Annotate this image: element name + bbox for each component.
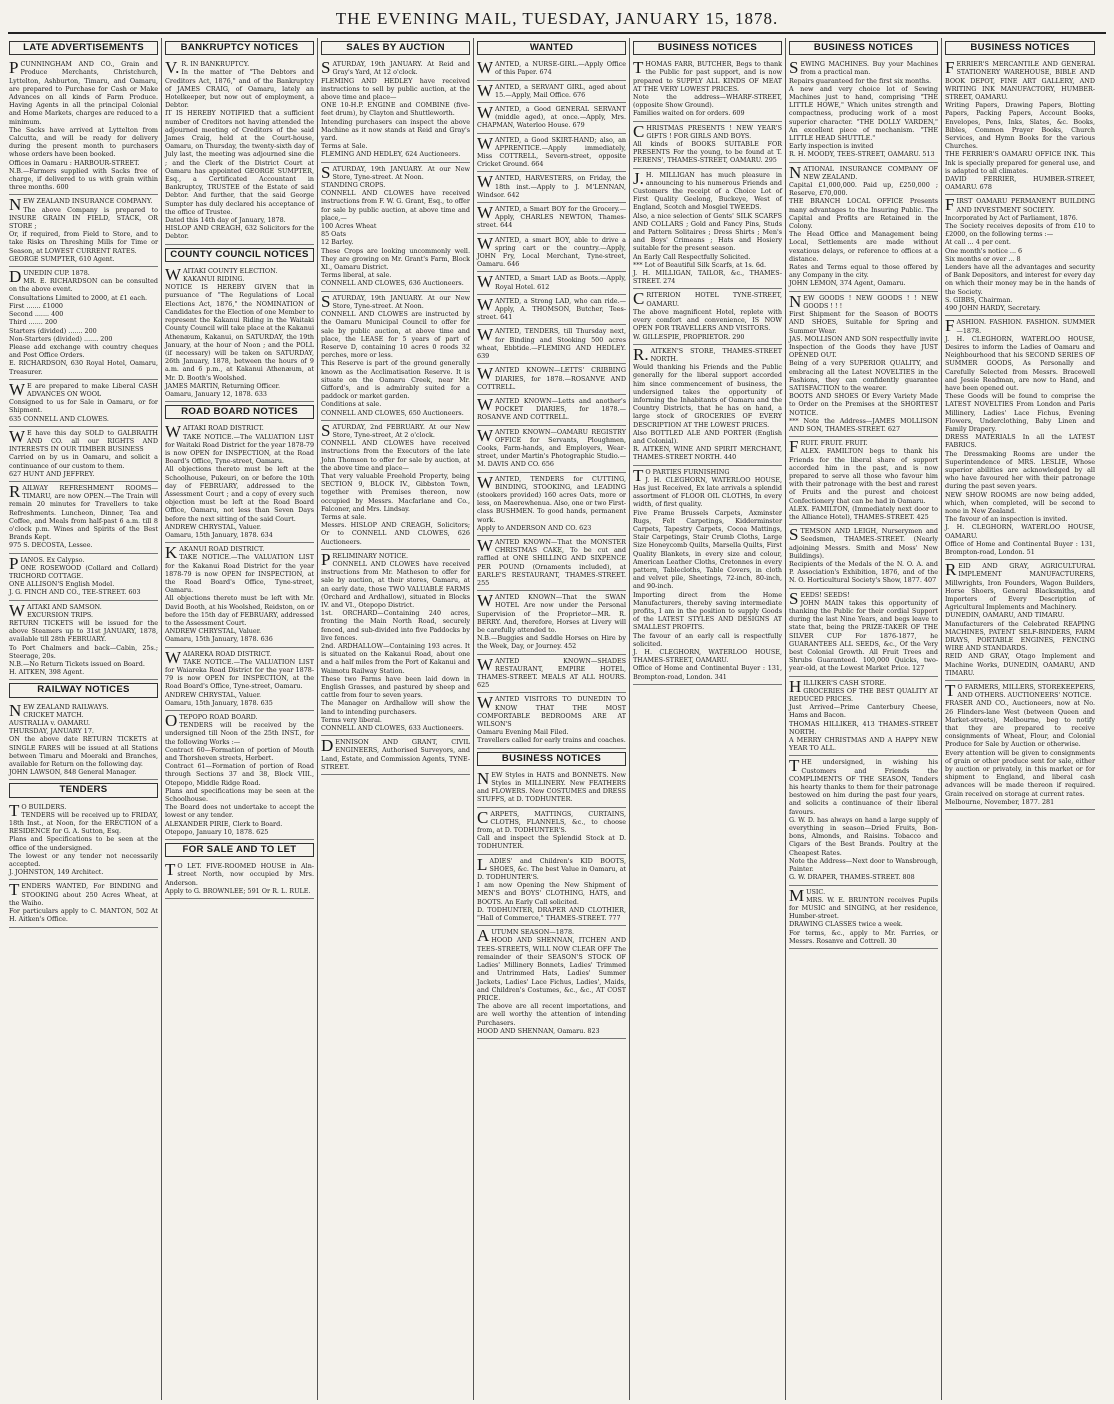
advertisement-text: PRELIMINARY NOTICE. CONNELL AND CLOWES have received instructions from Mr. Matheson to offer for sale by auction, at their stores, Oamaru, at an early date, those TWO VALUABLE FARMS (Orchard and Ardhallow), situated in Blocks IV. and VI., Otepopo District. 1st. ORCHARD—Containing 240 acres, fronting the Main North Road, securely fenced, and sub-divided into five Paddocks by live fences. 2nd. ARDHALLOW—Containing 193 acres. It is situated on the Kakanui Road, about one and a half miles from the Port of Kakanui and Waimotu Railway Station. These two Farms have been laid down in English Grasses, and pastured by sheep and cattle from four to seven years. The Manager on Ardhallow will show the land to intending purchasers. Terms very liberal. CONNELL AND CLOWES, 633 Auctioneers. (321, 549, 470, 733)
column-4 (474, 38, 630, 1400)
advertisement-text: WANTED, a Good GENERAL SERVANT (middle aged), at once.—Apply, Mrs. CHAPMAN, Waterloo House. 679 (477, 103, 626, 130)
advertisement (165, 543, 314, 647)
advertisement-text: WANTED, a Smart BOY for the Grocery.—Apply, CHARLES NEWTON, Thames-street. 644 (477, 203, 626, 230)
advertisement-text: CHRISTMAS PRESENTS ! NEW YEAR'S GIFTS ! FOR GIRLS AND BOYS. All kinds of BOOKS SUITABLE FOR PRESENTS For the young, to be found at T. FERENS', THAMES-STREET, OAMARU. 295 (633, 121, 782, 165)
advertisement (477, 172, 626, 203)
advertisement-text: WANTED KNOWN—LETTS' CRIBBING DIARIES, for 1878.—ROSANVE AND COTTRELL. (477, 364, 626, 391)
advertisement (789, 886, 938, 949)
advertisement (165, 711, 314, 840)
advertisement (477, 325, 626, 364)
advertisement (477, 395, 626, 426)
advertisement-text: AUTUMN SEASON—1878. HOOD AND SHENNAN, ITCHEN AND TEES-STREETS, WILL NOW CLEAR OFF The remainder of their SEASON'S STOCK OF Ladies' Millinery Bonnets, Ladies' Trimmed and Untrimmed Hats, Ladies' Summer Jackets, Ladies' Lace Fichus, Ladies', Maids, and Children's Costumes, &c., &c., AT COST PRICE. The above are all recent importations, and are well worthy the attention of intending Purchasers. HOOD AND SHENNAN, Oamaru. 823 (477, 926, 626, 1035)
advertisement (477, 81, 626, 103)
advertisement (477, 536, 626, 591)
advertisement-text: V.R. IN BANKRUPTCY. In the matter of "The Debtors and Creditors Act, 1876," and of the Bankruptcy of JAMES CRAIG, of Oamaru, lately an Hotelkeeper, but now out of employment, a Debtor. IT IS HEREBY NOTIFIED that a sufficient number of Creditors not having attended the adjourned meeting of Creditors of the said James Craig, held at the Court-house, Oamaru, on Thursday, the twenty-sixth day of July last, the meeting was adjourned sine die ; and the Clerk of the District Court at Oamaru has appointed GEORGE SUMPTER, Esq., a Certificated Accountant in Bankruptcy, TRUSTEE of the Estate of said Debtor. And further, that the said George Sumpter has duly declared his acceptance of the office of Trustee. Dated this 14th day of January, 1878. HISLOP AND CREAGH, 632 Solicitors for the Debtor. (165, 58, 314, 241)
advertisement (789, 437, 938, 525)
advertisement (789, 163, 938, 292)
advertisement-text: TO BUILDERS. TENDERS will be received up to FRIDAY, 18th Inst., at Noon, for the ERECTION of a RESIDENCE for G. A. Sutton, Esq. Plans and Specifications to be seen at the office of the undersigned. The lowest or any tender not necessarily accepted. J. JOHNSTON, 149 Architect. (9, 800, 158, 877)
section-heading: BUSINESS NOTICES (477, 752, 626, 766)
advertisement-text: NEW GOODS ! NEW GOODS ! ! NEW GOODS ! ! ! First Shipment for the Season of BOOTS AND SHOES, Suitable for Spring and Summer Wear. JAS. MOLLISON AND SON respectfully invite Inspection of the Goods they have JUST OPENED OUT. Being of a very SUPERIOR QUALITY, and embracing all the Latest NOVELTIES in the Fashions, they can confidently guarantee SATISFACTION to the wearer. BOOTS AND SHOES Of Every Variety Made to Order on the Premises at the SHORTEST NOTICE. *** Note the Address—JAMES MOLLISON AND SON, THAMES-STREET. 627 (789, 291, 938, 433)
advertisement-text: WANTED, a SERVANT GIRL, aged about 15.—Apply, Mail Office. 676 (477, 80, 626, 100)
advertisement-text: WAIAREKA ROAD DISTRICT. TAKE NOTICE.—The VALUATION LIST for Waiareka Road District for the year 1878-79 is now OPEN for INSPECTION, at the Road Board's Office, Tyne-street, Oamaru. ANDREW CHRYSTAL, Valuer. Oamaru, 15th January, 1878. 635 (165, 647, 314, 707)
advertisement-text: SATURDAY, 2nd FEBRUARY. At our New Store, Tyne-street, At 2 o'clock. CONNELL AND CLOWES have received instructions from the Executors of the late John Thomson to offer for sale by auction, at the above time and place— That very valuable Freehold Property, being SECTION 9, BLOCK IV., Gibbston Town, together with Premises thereon, now occupied by Messrs. Macfarlane and Co., Falconer, and Mrs. Lindsay. Terms at sale. Messrs. HISLOP AND CREAGH, Solicitors; Or to CONNELL AND CLOWES, 626 Auctioneers. (321, 420, 470, 546)
advertisement-text: TO PARTIES FURNISHING J. H. CLEGHORN, WATERLOO HOUSE, Has just Received, Ex late arrivals a splendid assortment of FLOOR OIL CLOTHS, In every width, of first quality. Five Frame Brussels Carpets, Axminster Rugs, Felt Carpetings, Kidderminster Carpets, Tapestry Carpets, Cocoa Mattings, Stair Carpetings, Stair Crumb Cloths, Large Size Honeycomb Quilts, Marsella Quilts, First Quality Blankets, in every size and colour, American Leather Cloths, Cretonnes in every pattern, Tablecloths, Table Covers, in cloth and velvet pile, Sheetings, 72-inch, 80-inch, and 90-inch. Importing direct from the Home Manufacturers, thereby saving intermediate profits, I am in the position to supply Goods of the LATEST STYLES AND DESIGNS AT SMALLEST PROFITS. The favour of an early call is respectfully solicited. J. H. CLEGHORN, WATERLOO HOUSE, THAMES-STREET, OAMARU. Office of Home and Continental Buyer : 131, Brompton-road, London. 341 (633, 465, 782, 681)
advertisement (477, 655, 626, 694)
section-heading: BUSINESS NOTICES (789, 41, 938, 55)
section-heading: BANKRUPTCY NOTICES (165, 41, 314, 55)
advertisement (945, 560, 1095, 681)
advertisement (477, 134, 626, 173)
advertisement-text: WANTED KNOWN—SHADES RESTAURANT, EMPIRE HOTEL, THAMES-STREET. MEALS AT ALL HOURS. 625 (477, 654, 626, 690)
advertisement (9, 880, 158, 927)
column-7 (942, 38, 1098, 1400)
advertisement (9, 482, 158, 554)
advertisement (633, 122, 782, 169)
section-heading: BUSINESS NOTICES (633, 41, 782, 55)
advertisement-text: FERRIER'S MERCANTILE AND GENERAL STATIONERY WAREHOUSE, BIBLE AND BOOK DEPOT, FINE ART GALLERY, AND WRITING INK MANUFACTORY, HUMBER-STREET, OAMARU. Writing Papers, Drawing Papers, Blotting Papers, Packing Papers, Account Books, Envelopes, Pens, Inks, Slates, &c. Books, Bibles, Common Prayer Books, Church Services, and Hymn Books for the various Churches. THE FERRIER'S OAMARU OFFICE INK. This Ink is specially prepared for general use, and is adapted to all climates. DAVID FERRIER, HUMBER-STREET, OAMARU. 678 (945, 58, 1095, 192)
advertisement (477, 693, 626, 748)
column-3 (318, 38, 474, 1400)
advertisement-text: FIRST OAMARU PERMANENT BUILDING AND INVESTMENT SOCIETY. Incorporated by Act of Parliament, 1876. The Society receives deposits of from £10 to £2000, on the following terms :— At call ... 4 per cent. One month's notice ... 6 Six months or over ... 8 Lenders have all the advantages and security of Bank Depositors, and interest for every day on which their money may be in the hands of the Society. S. GIBBS, Chairman. 490 JOHN HARDY, Secretary. (945, 195, 1095, 313)
advertisement-text: CARPETS, MATTINGS, CURTAINS, CLOTHS, FLANNELS, &c., to choose from, at D. TODHUNTER'S. Call and inspect the Splendid Stock at D. TODHUNTER. (477, 807, 626, 851)
advertisement-text: PCUNNINGHAM AND CO., Grain and Produce Merchants, Christchurch, Lyttelton, Ashburton, Timaru, and Oamaru, are prepared to Purchase for Cash or Make Advances on all kinds of Farm Produce. Having Agents in all the principal Colonial and Home Markets, charges are reduced to a minimum. The Sacks have arrived at Lyttelton from Calcutta, and will be ready for delivery during the present month to purchasers whose orders have been booked. Offices in Oamaru : HARBOUR-STREET. N.B.—Farmers supplied with Sacks free of charge, if delivered to us with grain within three months. 600 (9, 58, 158, 192)
advertisement-text: WANTED, TENDERS, till Thursday next, for Binding and Stooking 500 acres wheat, Ebbtide.—FLEMING AND HEDLEY. 639 (477, 325, 626, 361)
advertisement (477, 103, 626, 134)
advertisement-text: WANTED KNOWN—That the SWAN HOTEL Are now under the Personal Supervision of the Proprietor—MR. R. BERRY. And, therefore, Horses at Livery will be carefully attended to. N.B.—Buggies and Saddle Horses on Hire by the Week, Day, or Journey. 452 (477, 591, 626, 651)
advertisement-text: TENDERS WANTED, For BINDING and STOOKING about 250 Acres Wheat, at the Waiho. For particulars apply to C. MANTON, 502 At H. Aitken's Office. (9, 880, 158, 924)
advertisement (945, 681, 1095, 810)
section-heading: COUNTY COUNCIL NOTICES (165, 248, 314, 262)
advertisement (477, 426, 626, 473)
advertisement-text: WANTED KNOWN—OAMARU REGISTRY OFFICE for Servants, Ploughmen, Cooks, Farm-hands, and Employers, Wear-street, under Martin's Photographic Studio.—M. DAVIS AND CO. 656 (477, 425, 626, 469)
advertisement-text: SEWING MACHINES. Buy your Machines from a practical man. Repairs guaranteed for the first six months. A new and very choice lot of Sewing Machines just to hand, comprising "THE LITTLE HOWE," Which unites strength and compactness, producing work of a most superior character. "THE DOLLY VARDEN," An excellent piece of mechanism. "THE LITTLE HEAD SHUTTLE." Early inspection is invited R. H. MOODY, TEES-STREET, OAMARU. 513 (789, 58, 938, 159)
advertisement-text: SATURDAY, 19th JANUARY. At our New Store, Tyne-street. At Noon. CONNELL AND CLOWES are instructed by the Oamaru Municipal Council to offer for sale by public auction, at above time and place, the LEASE for 5 years of part of Reserve D, containing 10 acres 0 roods 32 perches, more or less. This Reserve is part of the ground generally known as the Acclimatisation Reserve. It is situate on the Oamaru Creek, near Mr. Gifford's, and is admirably suited for a paddock or market garden. Conditions at sale. CONNELL AND CLOWES, 650 Auctioneers. (321, 291, 470, 417)
advertisement-text: WANTED, a smart BOY, able to drive a spring cart or the country.—Apply, JOHN Fry, Local Merchant, Tyne-street, Oamaru. 646 (477, 233, 626, 269)
advertisement-text: WANTED, TENDERS for CUTTING, BINDING, STOOKING, and LEADING (stookers provided) 160 acres Oats, more or less, on Maerewhenua. Also, one or two First-class BUSHMEN. To good hands, permanent work. Apply to ANDERSON AND CO. 623 (477, 472, 626, 532)
advertisement-text: J.H. MILLIGAN has much pleasure in announcing to his numerous Friends and Customers the receipt of a Choice Lot of First Quality Geelong, Buckeye, West of England, Scotch and Mosgiel TWEEDS. Also, a nice selection of Gents' SILK SCARFS AND COLLARS ; Gold and Fancy Pins, Studs and Pattern Solitaires ; Dress Shirts ; Men's and Boys' Crimeans ; Hats and Hosiery suitable for the present season. An Early Call Respectfully Solicited. *** Lot of Beautiful Silk Scarfs, at 1s. 6d. J. H. MILLIGAN, TAILOR, &c., THAMES-STREET. 274 (633, 168, 782, 286)
advertisement-text: HILLIKER'S CASH STORE. GROCERIES OF THE BEST QUALITY AT REDUCED PRICES. Just Arrived—Prime Canterbury Cheese, Hams and Bacon. THOMAS HILLIKER, 413 THAMES-STREET NORTH. A MERRY CHRISTMAS AND A HAPPY NEW YEAR TO ALL. (789, 676, 938, 753)
advertisement (477, 272, 626, 294)
advertisement-text: NEW ZEALAND INSURANCE COMPANY. The above Company is prepared to INSURE GRAIN IN FIELD, STACK, OR STORE ; Or, if required, from Field to Store, and to take Risks on Threshing Mills for Time or Season, at LOWEST CURRENT RATES. GEORGE SUMPTER, 610 Agent. (9, 195, 158, 263)
advertisement-text: WANTED, a NURSE-GIRL.—Apply Office of this Paper. 674 (477, 58, 626, 78)
advertisement (9, 801, 158, 881)
advertisement-text: WE have this day SOLD to GALBRAITH AND CO. all our RIGHTS AND INTERESTS IN OUR TIMBER BUSINESS Carried on by us in Oamaru, and solicit a continuance of our custom to them. 627 HUNT AND JEFFREY. (9, 426, 158, 478)
advertisement (477, 58, 626, 80)
advertisement (477, 295, 626, 326)
advertisement-text: DENNISON AND GRANT, CIVIL ENGINEERS, Authorised Surveyors, and Land, Estate, and Commission Agents, TYNE-STREET. (321, 736, 470, 771)
advertisement-text: THOMAS FARR, BUTCHER, Begs to thank the Public for past support, and is now prepared to SUPPLY ALL KINDS OF MEAT AT THE VERY LOWEST PRICES. Note the address—WHARF-STREET, (opposite Show Ground). Families waited on for orders. 609 (633, 58, 782, 118)
advertisement-text: DUNEDIN CUP. 1878. MR. E. RICHARDSON can be consulted on the above event. Consultations Limited to 2000, at £1 each. First ....... £1000 Second ....... 400 Third ....... 200 Starters (divided) ....... 200 Non-Starters (divided) ....... 200 Please add exchange with country cheques and Post Office Orders. E. RICHARDSON, 630 Royal Hotel, Oamaru, Treasurer. (9, 267, 158, 376)
advertisement-text: WANTED, a Strong LAD, who can ride.—Apply, A. THOMSON, Butcher, Tees-street. 641 (477, 294, 626, 322)
advertisement-text: STEMSON AND LEIGH, Nurserymen and Seedsmen, THAMES-STREET. (Nearly adjoining Messrs. Smith and Moss' New Buildings). Recipients of the Medals of the N. O. A. and P. Association's Exhibition, 1876, and of the N. O. Horticultural Society's Show, 1877. 407 (789, 525, 938, 585)
advertisement-text: RAILWAY REFRESHMENT ROOMS—TIMARU, are now OPEN.—The Train will remain 20 minutes for Travellers to take Refreshments. Luncheon, Dinner, Tea and Coffee, and Meals from half-past 6 a.m. till 8 o'clock p.m. Wines and Spirits of the Best Brands Kept. 975 S. DECOSTA, Lessee. (9, 481, 158, 550)
advertisement (9, 554, 158, 601)
section-heading: ROAD BOARD NOTICES (165, 405, 314, 419)
section-heading: SALES BY AUCTION (321, 41, 470, 55)
advertisement (321, 736, 470, 775)
advertisement (633, 466, 782, 685)
column-1 (6, 38, 162, 1400)
advertisement (321, 163, 470, 292)
columns (6, 38, 1108, 1400)
advertisement (789, 677, 938, 757)
advertisement-text: REID AND GRAY, AGRICULTURAL IMPLEMENT MANUFACTURERS, Millwrights, Iron Founders, Wagon Builders, Horse Shoers, General Blacksmiths, and Importers of Every Description of Agricultural Implements and Machinery. DUNEDIN, OAMARU, AND TIMARU. Manufacturers of the Celebrated REAPING MACHINES, PATENT SELF-BINDERS, FARM DRAYS, PORTABLE ENGINES, FENCING WIRE AND STANDARDS. REID AND GRAY, Otago Implement and Machine Works, DUNEDIN, OAMARU, AND TIMARU. (945, 560, 1095, 677)
advertisement-text: NEW ZEALAND RAILWAYS. CRICKET MATCH. AUSTRALIA v. OAMARU. THURSDAY, JANUARY 17. ON the above date RETURN TICKETS at SINGLE FARES will be issued at all Stations between Timaru and Moeraki and Branches, available for Return on the following day. JOHN LAWSON, 848 General Manager. (9, 700, 158, 777)
advertisement (9, 195, 158, 267)
advertisement (321, 58, 470, 162)
advertisement-text: NEW Styles in HATS and BONNETS. New Styles in MILLINERY. New FEATHERS and FLOWERS. New COSTUMES and DRESS STUFFS, at D. TODHUNTER. (477, 768, 626, 804)
advertisement (9, 701, 158, 781)
advertisement (945, 195, 1095, 316)
advertisement (165, 58, 314, 244)
advertisement-text: TO FARMERS, MILLERS, STOREKEEPERS, AND OTHERS. AUCTIONEERS' NOTICE. FRASER AND CO., Auctioneers, now at No. 26 Flinders-lane West (between Queen and Market-streets), Melbourne, beg to notify that they are prepared to receive consignments of Wheat, Flour, and Colonial Produce for Sale by Auction or otherwise. Every attention will be given to consignments of grain or other produce sent for sale, either by auction or privately, in this market or for shipment to England, and liberal cash advances will be made thereon if required. Grain received on storage at current rates. Melbourne, November, 1877. 281 (945, 681, 1095, 806)
advertisement (165, 265, 314, 402)
advertisement-text: WANTED, a Smart LAD as Boots.—Apply, Royal Hotel. 612 (477, 272, 626, 292)
advertisement (477, 769, 626, 808)
advertisement (633, 345, 782, 466)
advertisement-text: WANTED KNOWN—Letts and another's POCKET DIARIES, for 1878.—ROSANVE AND COTTRELL. (477, 394, 626, 422)
column-5 (630, 38, 786, 1400)
section-heading: TENDERS (9, 783, 158, 797)
advertisement (633, 58, 782, 121)
advertisement (633, 289, 782, 344)
advertisement-text: FASHION. FASHION. FASHION. SUMMER—1878. J. H. CLEGHORN, WATERLOO HOUSE, Desires to inform the Ladies of Oamaru and Neighbourhood that his SECOND SERIES OF SUMMER GOODS, As Personally and Carefully Selected from Messrs. Bracewell and Jessie Readman, are now to Hand, and have been opened out. These Goods will be found to comprise the LATEST NOVELTIES From London and Paris Millinery, Ladies' Lace Fichus, Evening Flowers, Underclothing, Baby Linen and Family Drapery. DRESS MATERIALS In all the LATEST FABRICS. The Dressmaking Rooms are under the Superintendence of MRS. LESLIE, Whose superior abilities are acknowledged by all who have favoured her with their patronage during the past seven years. NEW SHOW ROOMS are now being added, which, when completed, will be second to none in New Zealand. The favour of an inspection is invited. J. H. CLEGHORN, WATERLOO HOUSE, OAMARU. Office of Home and Continental Buyer : 131, Brompton-road, London. 51 (945, 316, 1095, 556)
advertisement (633, 169, 782, 290)
advertisement-text: SATURDAY, 19th JANUARY. At Reid and Gray's Yard, At 12 o'clock. FLEMING AND HEDLEY have received instructions to sell by public auction, at the above time and place— ONE 10-H.P. ENGINE and COMBINE (five-feet drum), by Clayton and Shuttleworth. Intending purchasers can inspect the above Machine as it now stands at Reid and Gray's yard. Terms at Sale. FLEMING AND HEDLEY, 624 Auctioneers. (321, 58, 470, 159)
advertisement (945, 316, 1095, 560)
advertisement (9, 267, 158, 380)
advertisement (477, 203, 626, 234)
advertisement-text: WANTED, a Good SKIRT-HAND; also, an APPRENTICE.—Apply immediately, Miss COTTRELL, Severn-street, opposite Cricket Ground. 664 (477, 133, 626, 169)
advertisement (9, 601, 158, 681)
advertisement-text: OTEPOPO ROAD BOARD. TENDERS will be received by the undersigned till Noon of the 25th INST., for the following Works :— Contract 60—Formation of portion of Mouth and Thorsheven streets, Herbert. Contract 61—Formation of portion of Road through Sections 37 and 38, Block VIII., Otepopo, Middle Ridge Road. Plans and specifications may be seen at the Schoolhouse. The Board does not undertake to accept the lowest or any tender. ALEXANDER PIRIE, Clerk to Board. Otepopo, January 10, 1878. 625 (165, 711, 314, 836)
advertisement (321, 550, 470, 736)
advertisement-text: NATIONAL INSURANCE COMPANY OF NEW ZEALAND. Capital £1,000,000. Paid up, £250,000 ; Reserve, £70,000. THE BRANCH LOCAL OFFICE Presents many advantages to the Insuring Public. The Capital and Profits are Retained in the Colony. The Head Office and Management being Local, Settlements are made without vexatious delays, or reference to offices at a distance. Rates and Terms equal to those offered by any Company in the city. JOHN LEMON, 374 Agent, Oamaru. (789, 162, 938, 288)
advertisement-text: WANTED VISITORS TO DUNEDIN TO KNOW THAT THE MOST COMFORTABLE BEDROOMS ARE AT WILSON'S Oamaru Evening Mail Filed. Travellers called for early trains and coaches. (477, 693, 626, 745)
advertisement-text: R.AITKEN'S STORE, THAMES-STREET NORTH. Would thanking his Friends and the Public generally for the liberal support accorded him since commencement of business, the undersigned takes the opportunity of informing the Inhabitants of Oamaru and the Country Districts, that he has on hand, a large stock of GROCERIES OF EVERY DESCRIPTION AT THE LOWEST PRICES. Also BOTTLED ALE AND PORTER (English and Colonial). R. AITKEN, WINE AND SPIRIT MERCHANT, THAMES-STREET NORTH. 440 (633, 344, 782, 462)
advertisement-text: KAKANUI ROAD DISTRICT. TAKE NOTICE.—The VALUATION LIST for the Kakanui Road District for the year 1878-79 is now OPEN for INSPECTION, at the Road Board's Office, Tyne-street, Oamaru. All objections thereto must be left with Mr. David Booth, at his Woolshed, Reidston, on or before the 15th day of FEBRUARY, addressed to the Assessment Court. ANDREW CHRYSTAL, Valuer. Oamaru, 15th January, 1878. 636 (165, 543, 314, 644)
advertisement-text: THE undersigned, in wishing his Customers and Friends the COMPLIMENTS OF THE SEASON, Tenders his hearty thanks to them for their patronage bestowed on him during the past four years, and solicits a continuance of their liberal favours. G. W. D. has always on hand a large supply of everything in season—Dried Fruits, Bon-bons, Almonds, and Raisins. Tobacco and Cigars of the Best Brands. Poultry at the Cheapest Rates. Note the Address—Next door to Wansbrough, Painter. G. W. DRAPER, THAMES-STREET. 808 (789, 756, 938, 882)
advertisement-text: SATURDAY, 19th JANUARY. At our New Store, Tyne-street. At Noon. STANDING CROPS. CONNELL AND CLOWES have received instructions from F. W. G. Grant, Esq., to offer for sale by public auction, at above time and place,— 100 Acres Wheat 85 Oats 12 Barley. These Crops are looking uncommonly well. They are growing on Mr. Grant's Farm, Block XI., Oamaru District. Terms liberal, at sale. CONNELL AND CLOWES, 636 Auctioneers. (321, 162, 470, 288)
section-heading: FOR SALE AND TO LET (165, 843, 314, 857)
advertisement-text: WAITAKI AND SAMSON. EXCURSION TRIPS. RETURN TICKETS will be issued for the above Steamers up to 31st JANUARY, 1878, available till 28th FEBRUARY. To Port Chalmers and back—Cabin, 25s.; Steerage, 20s. N.B.—No Return Tickets issued on Board. H. AITKEN, 398 Agent. (9, 600, 158, 677)
advertisement (789, 525, 938, 588)
advertisement (321, 292, 470, 421)
advertisement (477, 926, 626, 1039)
column-2 (162, 38, 318, 1400)
advertisement (789, 292, 938, 437)
advertisement-text: SEEDS! SEEDS! JOHN MAIN takes this opportunity of thanking the Public for their cordial Support during the last Nine Years, and begs leave to state that, being the PRIZE-TAKER OF THE SILVER CUP For 1876-1877, he GUARANTEES ALL SEEDS, &c., Of the Very best Colonial Growth. All Fruit Trees and Shrubs Guaranteed. 100,000 Quicks, two-year-old, at the Lowest Market Price. 127 (789, 588, 938, 673)
advertisement (165, 422, 314, 543)
section-heading: LATE ADVERTISEMENTS (9, 41, 158, 55)
advertisement (477, 808, 626, 855)
advertisement (9, 380, 158, 427)
advertisement-text: TO LET. FIVE-ROOMED HOUSE in Aln-street North, now occupied by Mrs. Anderson. Apply to G. BROWNLEE; 591 Or R. L. RULE. (165, 860, 314, 895)
masthead-rule (8, 32, 1106, 34)
advertisement-text: PIANOS. Ex Calypso. ONE ROSEWOOD (Collard and Collard) TRICHORD COTTAGE. ONE ALLISON'S English Model. J. G. FINCH AND CO., TEE-STREET. 603 (9, 553, 158, 597)
advertisement-text: LADIES' and Children's KID BOOTS, SHOES, &c. The best Value in Oamaru, at D. TODHUNTER'S. I am now Opening the New Shipment of MEN'S and BOYS' CLOTHING, HATS, and BOOTS. An Early Call solicited. D. TODHUNTER, DRAPER AND CLOTHIER, "Hall of Commerce," THAMES-STREET. 777 (477, 854, 626, 923)
advertisement-text: FRUIT. FRUIT. FRUIT. ALEX. FAMILTON begs to thank his Friends for the liberal share of support accorded him in the past, and is now prepared to serve all those who favour him with their patronage with the best and rarest of Fruits and the purest and choicest Confectionery that can be had in Oamaru. ALEX. FAMILTON, (Immediately next door to the Alliance Hotel), THAMES-STREET. 425 (789, 437, 938, 521)
advertisement (789, 58, 938, 162)
section-heading: RAILWAY NOTICES (9, 683, 158, 697)
advertisement (789, 756, 938, 885)
advertisement (477, 473, 626, 536)
advertisement (321, 421, 470, 550)
advertisement-text: WANTED, HARVESTERS, on Friday, the 18th inst.—Apply to J. M'LENNAN, Windsor. 642 (477, 172, 626, 199)
advertisement-text: WE are prepared to make Liberal CASH ADVANCES ON WOOL Consigned to us for Sale in Oamaru, or for Shipment. 635 CONNELL AND CLOWES. (9, 379, 158, 423)
advertisement (477, 855, 626, 927)
advertisement (9, 58, 158, 195)
advertisement (477, 234, 626, 273)
masthead-title: THE EVENING MAIL, TUESDAY, JANUARY 15, 1878. (335, 9, 779, 28)
advertisement (9, 427, 158, 482)
advertisement-text: CRITERION HOTEL TYNE-STREET, OAMARU. The above magnificent Hotel, replete with every comfort and convenience, IS NOW OPEN FOR TRAVELLERS AND VISITORS. W. GILLESPIE, PROPRIETOR. 290 (633, 289, 782, 341)
advertisement (789, 589, 938, 677)
masthead (0, 0, 1114, 36)
column-6 (786, 38, 942, 1400)
section-heading: BUSINESS NOTICES (945, 41, 1095, 55)
advertisement-text: MUSIC. MRS. W. E. BRUNTON receives Pupils for MUSIC and SINGING, at her residence, Humber-street. DRAWING CLASSES twice a week. For terms, &c., apply to Mr. Farries, or Messrs. Rosanve and Cottrell. 30 (789, 885, 938, 945)
advertisement (477, 591, 626, 654)
advertisement-text: WANTED KNOWN—That the MONSTER CHRISTMAS CAKE, To be cut and raffled at ONE SHILLING AND SIXPENCE PER POUND (Ornaments included), at EARLE'S RESTAURANT, THAMES-STREET. 255 (477, 535, 626, 587)
advertisement (165, 648, 314, 711)
advertisement (165, 860, 314, 899)
advertisement (945, 58, 1095, 195)
advertisement (477, 364, 626, 395)
section-heading: WANTED (477, 41, 626, 55)
advertisement-text: WAITAKI ROAD DISTRICT. TAKE NOTICE.—The VALUATION LIST for Waitaki Road District for the year 1878-79 is now OPEN for INSPECTION, at the Road Board's Office, Tyne-street, Oamaru. All objections thereto must be left at the Schoolhouse, Pukeuri, on or before the 10th day of FEBRUARY, addressed to the Assessment Court ; and a copy of every such objection must be left at the Road Board Office, Oamaru, not less than Seven Days before the next sitting of the said Court. ANDREW CHRYSTAL, Valuer. Oamaru, 15th January, 1878. 634 (165, 422, 315, 539)
advertisement-text: WAITAKI COUNTY ELECTION. KAKANUI RIDING. NOTICE IS HEREBY GIVEN that in pursuance of "The Regulations of Local Elections Act, 1876," the NOMINATION of Candidates for the Election of one Member to represent the Kakanui Riding in the Waitaki County Council will take place at the Kakanui Athenæum, Kakanui, on SATURDAY, the 19th January, at the hour of Noon ; and the POLL (if necessary) will be taken on SATURDAY, 26th January, 1878, between the hours of 9 a.m. and 6 p.m., at Kakanui Athenæum, at Mr. D. Booth's Woolshed. JAMES MARTIN, Returning Officer. Oamaru, January 12, 1878. 633 (165, 264, 314, 398)
